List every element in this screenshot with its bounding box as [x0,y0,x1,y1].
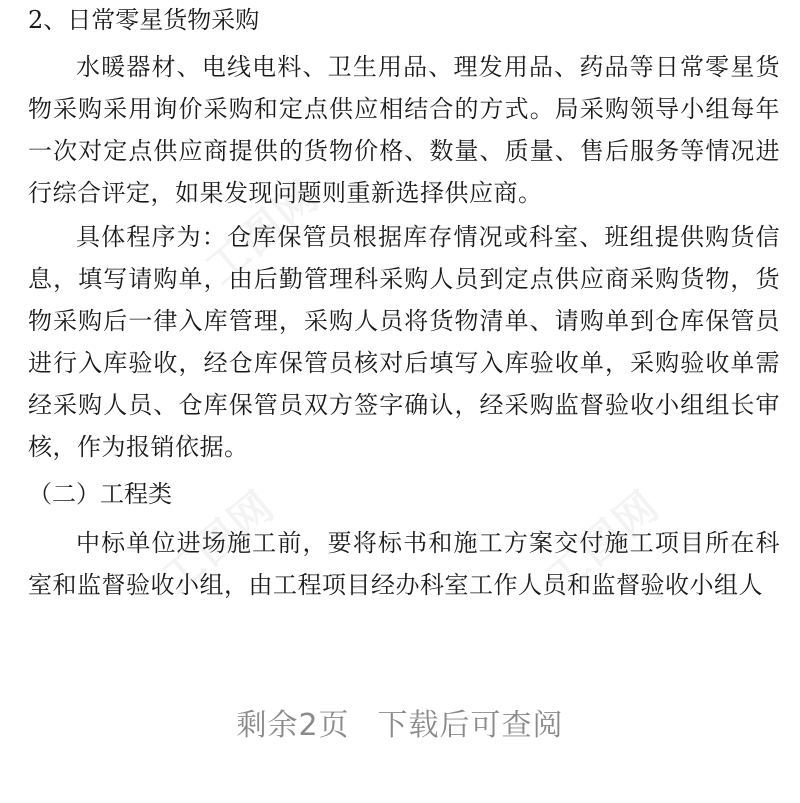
section-heading: （二）工程类 [28,480,172,508]
watermark: 工图网 [151,480,284,604]
paragraph: 具体程序为：仓库保管员根据库存情况或科室、班组提供购货信息，填写请购单，由后勤管理科采购人员到定点供应商采购货物，货物采购后一律入库管理，采购人员将货物清单、请购单到仓库保管员进行入库验收，经仓库保管员核对后填写入库验收单，采购验收单需经采购人员、仓库保管员双方签字确认，经采购监督验收小组组长审核，作为报销依据。 [28,223,780,461]
watermark: 工图网 [536,480,669,604]
remaining-pages-text: 剩余2页 [236,708,350,743]
section-heading: 2、日常零星货物采购 [28,6,260,34]
watermark: 工图网 [196,170,329,294]
paragraph: 水暖器材、电线电料、卫生用品、理发用品、药品等日常零星货物采购采用询价采购和定点供应相结合的方式。局采购领导小组每年一次对定点供应商提供的货物价格、数量、质量、售后服务等情况进行综合评定，如果发现问题则重新选择供应商。 [28,53,780,207]
download-prompt-text: 下载后可查阅 [377,708,564,743]
paragraph: 中标单位进场施工前，要将标书和施工方案交付施工项目所在科室和监督验收小组，由工程项目经办科室工作人员和监督验收小组人 [28,529,780,599]
document-body [28,0,780,606]
remaining-pages-banner[interactable] [0,700,800,744]
